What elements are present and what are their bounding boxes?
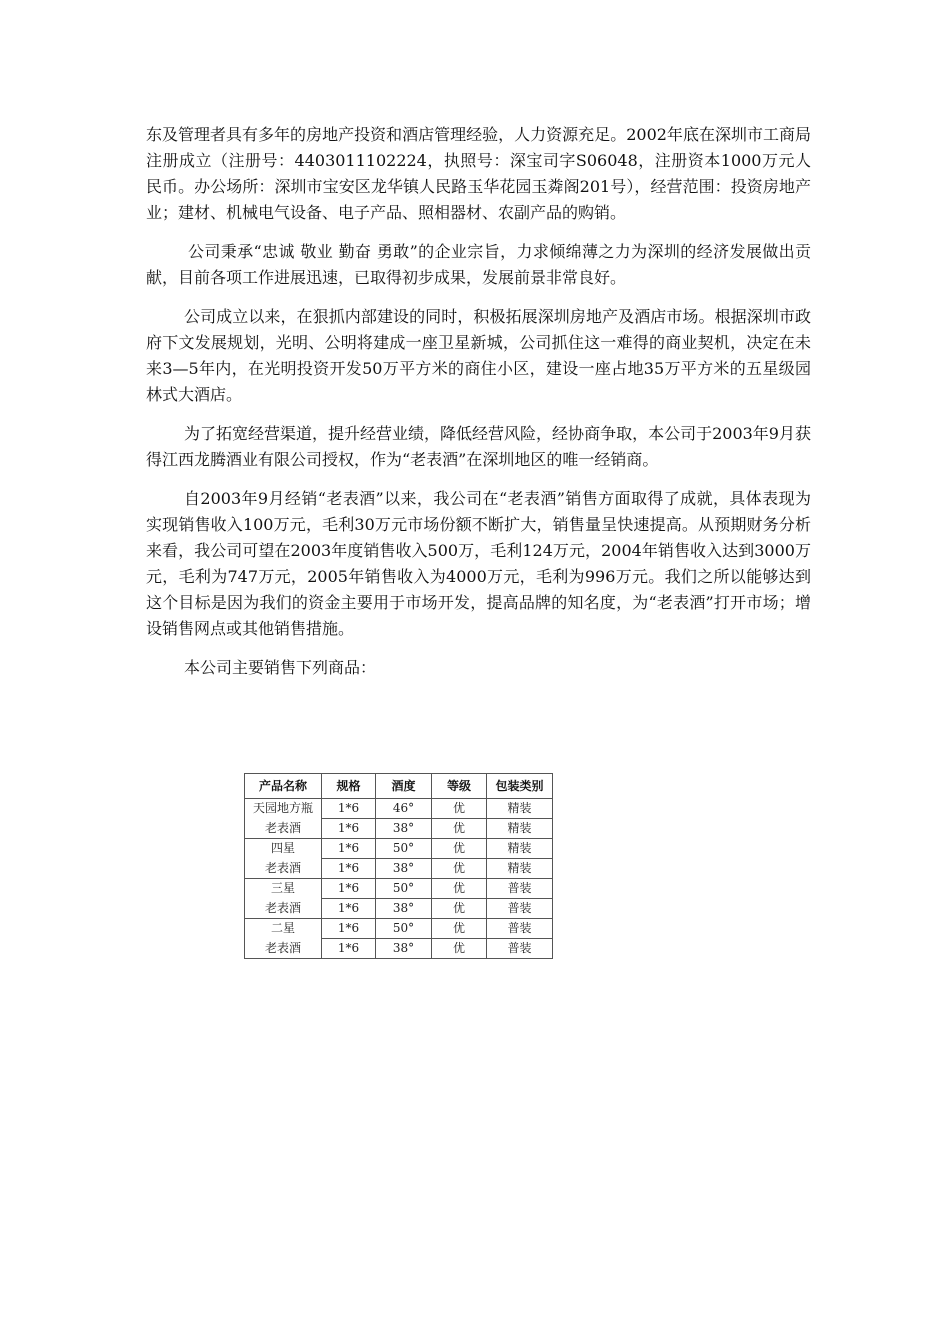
cell-grade: 优 [432,819,487,839]
cell-spec: 1*6 [322,879,376,899]
table-row [245,939,553,959]
cell-degree: 38° [376,899,432,919]
product-name-line2: 老表酒 [245,899,322,919]
cell-spec: 1*6 [322,859,376,879]
cell-spec: 1*6 [322,819,376,839]
table-row [245,919,553,939]
product-name-line2: 老表酒 [245,819,322,839]
paragraph-sales-results: 自2003年9月经销“老表酒”以来，我公司在“老表酒”销售方面取得了成就，具体表现为实现销售收入100万元，毛利30万元市场份额不断扩大，销售量呈快速提高。从预期财务分析来看，我公司可望在2003年度销售收入500万，毛利124万元，2004年销售收入达到3000万元，毛利为747万元，2005年销售收入为4000万元，毛利为996万元。我们之所以能够达到这个目标是因为我们的资金主要用于市场开发，提高品牌的知名度，为“老表酒”打开市场；增设销售网点或其他销售措施。 [146,489,811,638]
product-name-line1: 三星 [245,879,322,899]
cell-degree: 50° [376,839,432,859]
cell-packaging: 普装 [487,939,553,959]
cell-degree: 38° [376,939,432,959]
paragraph-development: 公司成立以来，在狠抓内部建设的同时，积极拓展深圳房地产及酒店市场。根据深圳市政府下文发展规划，光明、公明将建成一座卫星新城，公司抓住这一难得的商业契机，决定在未来3—5年内，在光明投资开发50万平方米的商住小区，建设一座占地35万平方米的五星级园林式大酒店。 [146,307,811,404]
product-name-line1: 二星 [245,919,322,939]
cell-degree: 38° [376,859,432,879]
header-grade: 等级 [432,774,487,799]
cell-packaging: 精装 [487,819,553,839]
table-row [245,799,553,819]
header-product-name: 产品名称 [245,774,322,799]
header-packaging: 包装类别 [487,774,553,799]
cell-grade: 优 [432,899,487,919]
cell-packaging: 精装 [487,859,553,879]
header-spec: 规格 [322,774,376,799]
cell-grade: 优 [432,939,487,959]
cell-grade: 优 [432,859,487,879]
table-row [245,859,553,879]
paragraph-company-profile: 东及管理者具有多年的房地产投资和酒店管理经验，人力资源充足。2002年底在深圳市工商局注册成立（注册号：4403011102224，执照号：深宝司字S06048，注册资本1000万元人民币。办公场所：深圳市宝安区龙华镇人民路玉华花园玉粦阁201号），经营范围：投资房地产业；建材、机械电气设备、电子产品、照相器材、农副产品的购销。 [146,125,811,222]
cell-packaging: 普装 [487,899,553,919]
table-row [245,839,553,859]
table-row [245,899,553,919]
product-name-line2: 老表酒 [245,859,322,879]
cell-grade: 优 [432,919,487,939]
cell-spec: 1*6 [322,799,376,819]
cell-degree: 38° [376,819,432,839]
header-alcohol-degree: 酒度 [376,774,432,799]
product-table-container [244,773,553,959]
paragraph-company-mission: 公司秉承“忠诚 敬业 勤奋 勇敢”的企业宗旨，力求倾绵薄之力为深圳的经济发展做出贡献，目前各项工作进展迅速，已取得初步成果，发展前景非常良好。 [146,242,811,287]
cell-packaging: 精装 [487,839,553,859]
cell-grade: 优 [432,839,487,859]
body-text [146,122,811,691]
cell-packaging: 普装 [487,879,553,899]
cell-spec: 1*6 [322,899,376,919]
cell-degree: 46° [376,799,432,819]
cell-spec: 1*6 [322,919,376,939]
paragraph-products-intro: 本公司主要销售下列商品： [184,658,377,677]
product-name-line2: 老表酒 [245,939,322,959]
cell-packaging: 精装 [487,799,553,819]
table-header-row [245,774,553,799]
paragraph-distribution-rights: 为了拓宽经营渠道，提升经营业绩，降低经营风险，经协商争取，本公司于2003年9月获得江西龙腾酒业有限公司授权，作为“老表酒”在深圳地区的唯一经销商。 [146,424,811,469]
table-row [245,819,553,839]
table-row [245,879,553,899]
cell-grade: 优 [432,799,487,819]
cell-degree: 50° [376,919,432,939]
product-name-line1: 四星 [245,839,322,859]
cell-packaging: 普装 [487,919,553,939]
product-name-line1: 天园地方瓶 [245,799,322,819]
cell-degree: 50° [376,879,432,899]
cell-grade: 优 [432,879,487,899]
product-table [244,773,553,959]
cell-spec: 1*6 [322,839,376,859]
cell-spec: 1*6 [322,939,376,959]
